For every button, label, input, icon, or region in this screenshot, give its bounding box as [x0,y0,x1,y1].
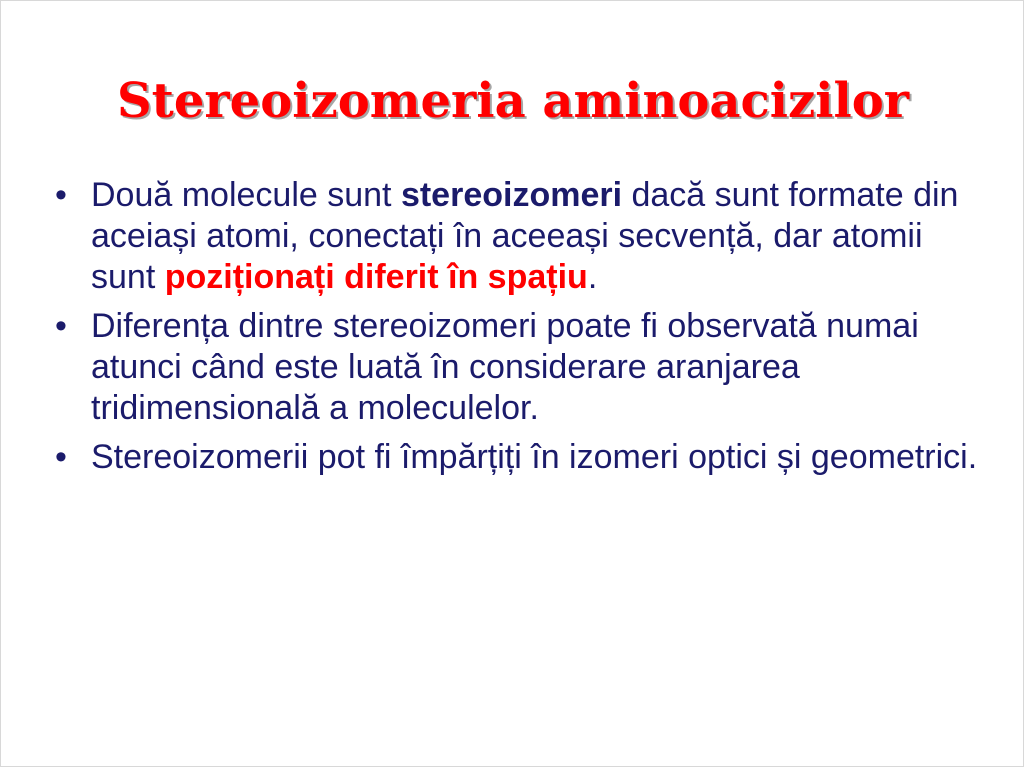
bullet-dot: • [55,307,67,345]
bullet-2-text: Diferența dintre stereoizomeri poate fi observată numai atunci când este luată în considerare aranjarea tridimensională a moleculelor. [91,307,919,427]
bullet-1-red-emphasis: poziționați diferit în spațiu [164,258,588,296]
bullet-1-text-end: . [587,258,598,296]
bullet-1-text-part-2: dacă sunt formate din aceiași atomi, conectați în aceeași secvență, dar atomii sunt [91,176,959,296]
bullet-dot: • [55,438,67,476]
slide-title: Stereoizomeria aminoacizilor [116,73,910,129]
bullet-list [49,175,979,486]
bullet-1-text-part-1: Două molecule sunt [91,176,401,214]
bullet-item-3 [49,437,979,478]
bullet-item-1 [49,175,979,298]
bullet-dot: • [55,176,67,214]
bullet-1-bold-term: stereoizomeri [400,176,623,214]
bullet-3-text: Stereoizomerii pot fi împărțiți în izomeri optici și geometrici. [91,438,978,476]
bullet-item-2 [49,306,979,429]
